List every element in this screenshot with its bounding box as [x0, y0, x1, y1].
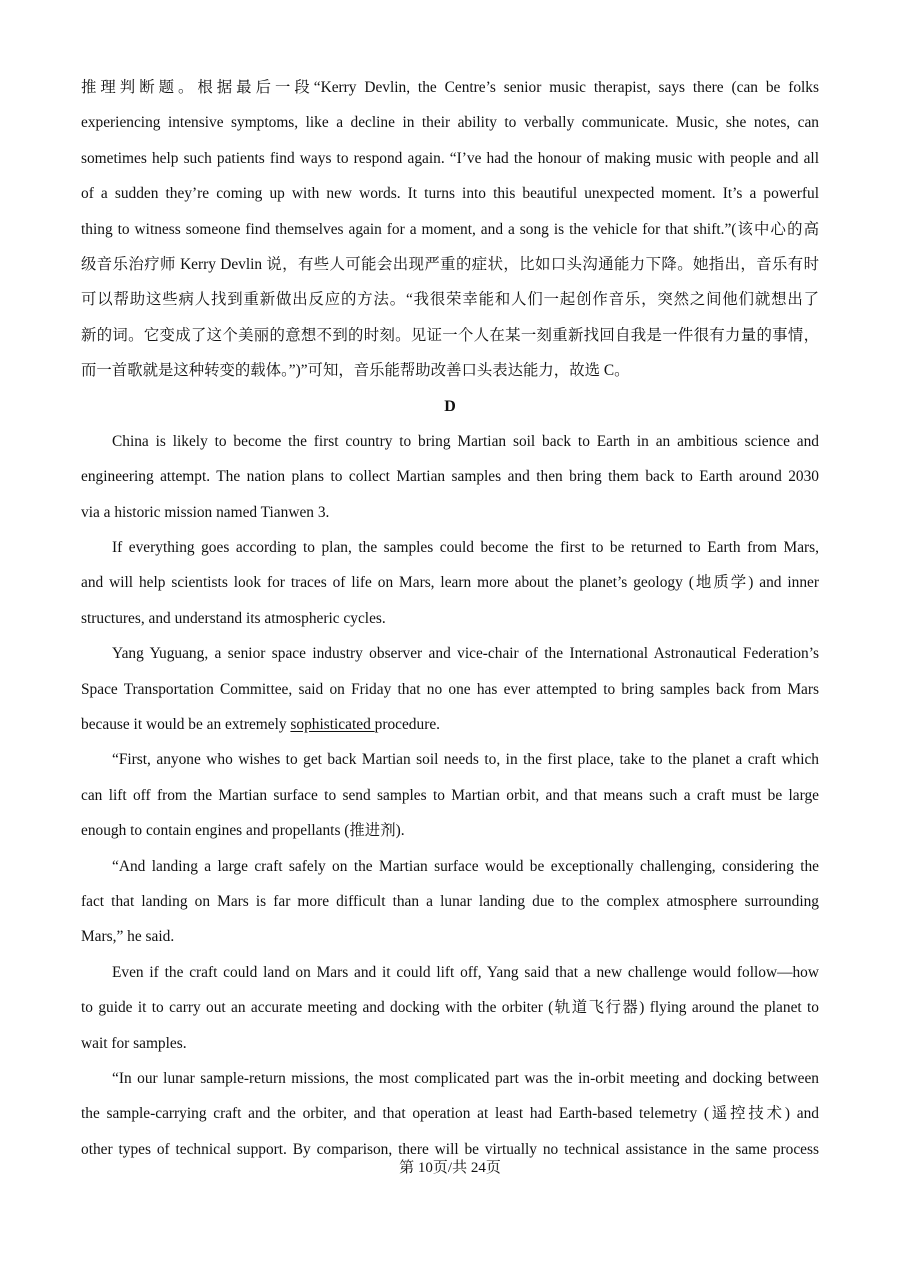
- text-line: thing to witness someone find themselves again for a moment, and a song is the vehicle for that shift.”(该中心的高: [81, 220, 819, 238]
- text-line: to guide it to carry out an accurate meeting and docking with the orbiter (轨道飞行器) flying around the planet to: [81, 999, 819, 1017]
- text-line: “First, anyone who wishes to get back Martian soil needs to, in the first place, take to the planet a craft which: [112, 751, 819, 769]
- text-line: Yang Yuguang, a senior space industry observer and vice-chair of the International Astronautical Federation’s: [112, 645, 819, 663]
- document-page: [81, 70, 819, 1167]
- text-line: “And landing a large craft safely on the Martian surface would be exceptionally challenging, considering the: [112, 857, 819, 875]
- text-line: can lift off from the Martian surface to send samples to Martian orbit, and that means such a craft must be large: [81, 786, 819, 804]
- text-line: [81, 707, 819, 742]
- section-heading: D: [444, 397, 456, 415]
- text-line: 推理判断题。根据最后一段“Kerry Devlin, the Centre’s senior music therapist, says there (can be folks: [81, 79, 819, 96]
- text-line: the sample-carrying craft and the orbiter, and that operation at least had Earth-based telemetry (遥控技术) and: [81, 1105, 819, 1123]
- text-line: If everything goes according to plan, the samples could become the first to be returned to Earth from Mars,: [112, 539, 819, 557]
- text-line: enough to contain engines and propellants (推进剂).: [81, 822, 405, 840]
- passage-paragraph-5: [81, 849, 819, 955]
- passage-paragraph-2: [81, 530, 819, 636]
- text-line: 新的词。它变成了这个美丽的意想不到的时刻。见证一个人在某一刻重新找回自我是一件很有力量的事情，: [81, 326, 819, 344]
- text-line: other types of technical support. By comparison, there will be virtually no technical assistance in the same process: [81, 1140, 819, 1158]
- text-line: Space Transportation Committee, said on Friday that no one has ever attempted to bring samples back from Mars: [81, 680, 819, 698]
- text-line: and will help scientists look for traces of life on Mars, learn more about the planet’s geology (地质学) and inner: [81, 574, 819, 592]
- text-segment: procedure.: [374, 716, 440, 734]
- passage-paragraph-4: [81, 742, 819, 848]
- explanation-paragraph: [81, 70, 819, 389]
- underlined-word: sophisticated: [290, 716, 375, 734]
- text-line: sometimes help such patients find ways to respond again. “I’ve had the honour of making music with people and all: [81, 149, 819, 167]
- text-line: China is likely to become the first country to bring Martian soil back to Earth in an ambitious science and: [112, 432, 819, 450]
- text-line: structures, and understand its atmospheric cycles.: [81, 609, 386, 627]
- text-line: 可以帮助这些病人找到重新做出反应的方法。“我很荣幸能和人们一起创作音乐，突然之间他们就想出了: [81, 291, 819, 309]
- text-line: experiencing intensive symptoms, like a decline in their ability to verbally communicate. Music, she notes, can: [81, 114, 819, 132]
- page-number-footer: 第 10页/共 24页: [399, 1160, 501, 1176]
- text-line: “In our lunar sample-return missions, the most complicated part was the in-orbit meeting and docking between: [112, 1069, 819, 1087]
- text-line: Even if the craft could land on Mars and it could lift off, Yang said that a new challenge would follow—how: [112, 963, 819, 981]
- passage-paragraph-7: [81, 1061, 819, 1167]
- passage-paragraph-1: [81, 424, 819, 530]
- text-line: Mars,” he said.: [81, 928, 175, 946]
- passage-paragraph-6: [81, 955, 819, 1061]
- passage-paragraph-3: [81, 636, 819, 742]
- text-line: 而一首歌就是这种转变的载体。”)”可知，音乐能帮助改善口头表达能力，故选 C。: [81, 362, 630, 380]
- text-segment: because it would be an extremely: [81, 716, 291, 734]
- text-line: 级音乐治疗师 Kerry Devlin 说，有些人可能会出现严重的症状，比如口头沟通能力下降。她指出，音乐有时: [81, 255, 819, 273]
- text-line: engineering attempt. The nation plans to collect Martian samples and then bring them back to Earth around 2030: [81, 468, 819, 486]
- text-line: wait for samples.: [81, 1034, 187, 1052]
- text-line: via a historic mission named Tianwen 3.: [81, 503, 330, 521]
- text-line: fact that landing on Mars is far more difficult than a lunar landing due to the complex atmosphere surrounding: [81, 892, 819, 910]
- text-line: of a sudden they’re coming up with new words. It turns into this beautiful unexpected moment. It’s a powerful: [81, 185, 819, 203]
